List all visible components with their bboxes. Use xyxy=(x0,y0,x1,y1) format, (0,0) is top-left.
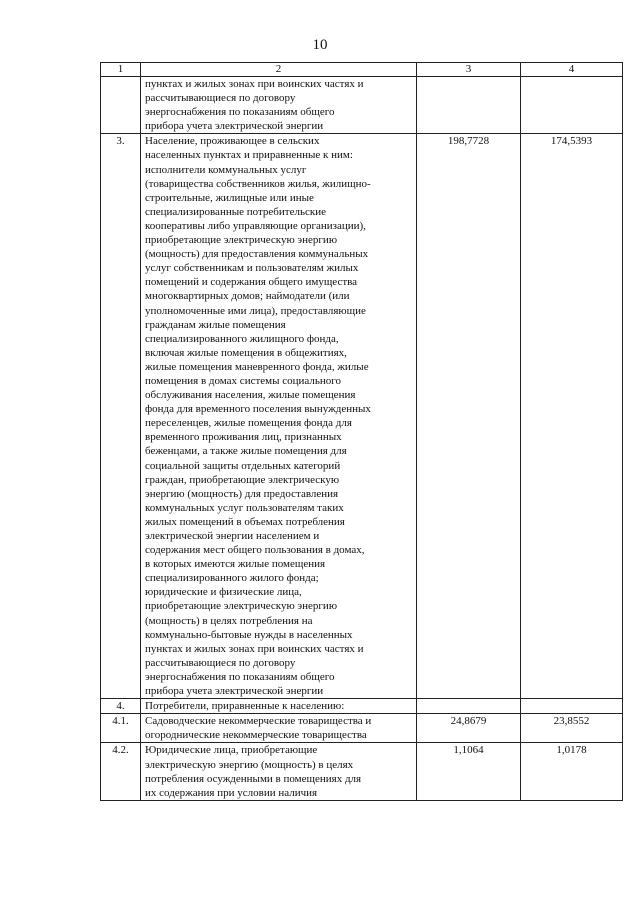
row-value-col3 xyxy=(417,77,521,134)
description-line: потребления осужденными в помещениях для xyxy=(145,772,362,785)
description-line: многоквартирных домов; наймодатели (или xyxy=(145,290,350,303)
description-line: Население, проживающее в сельских xyxy=(145,135,320,148)
description-line: рассчитывающиеся по договору xyxy=(145,656,296,669)
description-line: строительные, жилищные или иные xyxy=(145,191,314,204)
table-row xyxy=(101,134,623,699)
table-header-row xyxy=(101,63,623,77)
row-value-col4: 23,8552 xyxy=(521,714,623,743)
description-line: энергию (мощность) для предоставления xyxy=(145,487,339,500)
description-line: электрическую энергию (мощность) в целях xyxy=(145,758,354,771)
description-line: включая жилые помещения в общежитиях, xyxy=(145,346,347,359)
description-line: помещений и содержания общего имущества xyxy=(145,276,358,289)
description-line: их содержания при условии наличия xyxy=(145,786,318,799)
header-col-2: 2 xyxy=(141,63,417,77)
row-value-col3: 24,8679 xyxy=(417,714,521,743)
row-description xyxy=(141,699,417,714)
page-number: 10 xyxy=(312,37,328,53)
description-line: (мощность) в целях потребления на xyxy=(145,614,313,627)
row-value-col3: 198,7728 xyxy=(417,134,521,699)
description-line: жилых помещений в объемах потребления xyxy=(145,515,345,528)
description-line: специализированные потребительские xyxy=(145,205,326,218)
description-line: жилые помещения маневренного фонда, жилые xyxy=(145,360,369,373)
description-line: кооперативы либо управляющие организации), xyxy=(145,219,366,232)
description-line: населенных пунктах и приравненные к ним: xyxy=(145,149,353,162)
description-line: (мощность) для предоставления коммунальных xyxy=(145,248,369,261)
description-line: энергоснабжения по показаниям общего xyxy=(145,670,335,683)
description-line: специализированного жилищного фонда, xyxy=(145,332,339,345)
description-line: энергоснабжения по показаниям общего xyxy=(145,106,335,119)
description-line: приобретающие электрическую энергию xyxy=(145,234,338,247)
description-line: уполномоченные ими лица), предоставляющие xyxy=(145,304,366,317)
description-line: пунктах и жилых зонах при воинских частях и xyxy=(145,642,364,655)
row-number xyxy=(101,77,141,134)
row-description xyxy=(141,77,417,134)
description-line: переселенцев, жилые помещения фонда для xyxy=(145,417,352,430)
description-line: Садоводческие некоммерческие товарищества и xyxy=(145,715,372,728)
description-line: пунктах и жилых зонах при воинских частях и xyxy=(145,78,364,90)
description-line: фонда для временного поселения вынужденных xyxy=(145,403,371,416)
row-value-col4: 1,0178 xyxy=(521,743,623,800)
row-description xyxy=(141,714,417,743)
description-line: в которых имеются жилые помещения xyxy=(145,558,326,571)
description-line: исполнители коммунальных услуг xyxy=(145,163,307,176)
header-col-3: 3 xyxy=(417,63,521,77)
row-number: 4. xyxy=(101,699,141,714)
description-line: Юридические лица, приобретающие xyxy=(145,744,318,757)
table-row xyxy=(101,77,623,134)
row-value-col3 xyxy=(417,699,521,714)
description-line: прибора учета электрической энергии xyxy=(145,120,324,133)
row-number: 3. xyxy=(101,134,141,699)
table-row xyxy=(101,743,623,800)
row-number: 4.1. xyxy=(101,714,141,743)
description-line: юридические и физические лица, xyxy=(145,586,302,599)
description-line: коммунальных услуг пользователям таких xyxy=(145,501,344,514)
description-line: рассчитывающиеся по договору xyxy=(145,92,296,105)
description-line: обслуживания населения, жилые помещения xyxy=(145,389,356,402)
description-line: временного проживания лиц, признанных xyxy=(145,431,342,444)
description-line: огороднические некоммерческие товарищества xyxy=(145,729,367,742)
description-line: коммунально-бытовые нужды в населенных xyxy=(145,628,353,641)
description-line: граждан, приобретающие электрическую xyxy=(145,473,340,486)
row-value-col4: 174,5393 xyxy=(521,134,623,699)
description-line: гражданам жилые помещения xyxy=(145,318,286,331)
description-line: содержания мест общего пользования в домах, xyxy=(145,544,365,557)
description-line: (товарищества собственников жилья, жилищно- xyxy=(145,177,371,190)
row-description xyxy=(141,134,417,699)
description-line: прибора учета электрической энергии xyxy=(145,685,324,698)
description-line: помещения в домах системы социального xyxy=(145,374,342,387)
description-line: услуг собственникам и пользователям жилых xyxy=(145,262,359,275)
description-line: электрической энергии населением и xyxy=(145,530,320,542)
table-row xyxy=(101,714,623,743)
header-col-1: 1 xyxy=(101,63,141,77)
header-col-4: 4 xyxy=(521,63,623,77)
row-number: 4.2. xyxy=(101,743,141,800)
description-line: специализированного жилого фонда; xyxy=(145,572,319,585)
table-row xyxy=(101,699,623,714)
tariff-table xyxy=(100,62,623,801)
row-description xyxy=(141,743,417,800)
description-line: Потребители, приравненные к населению: xyxy=(145,700,345,713)
row-value-col4 xyxy=(521,699,623,714)
description-line: беженцами, а также жилые помещения для xyxy=(145,445,347,458)
row-value-col4 xyxy=(521,77,623,134)
description-line: приобретающие электрическую энергию xyxy=(145,600,338,613)
row-value-col3: 1,1064 xyxy=(417,743,521,800)
description-line: социальной защиты отдельных категорий xyxy=(145,459,341,472)
